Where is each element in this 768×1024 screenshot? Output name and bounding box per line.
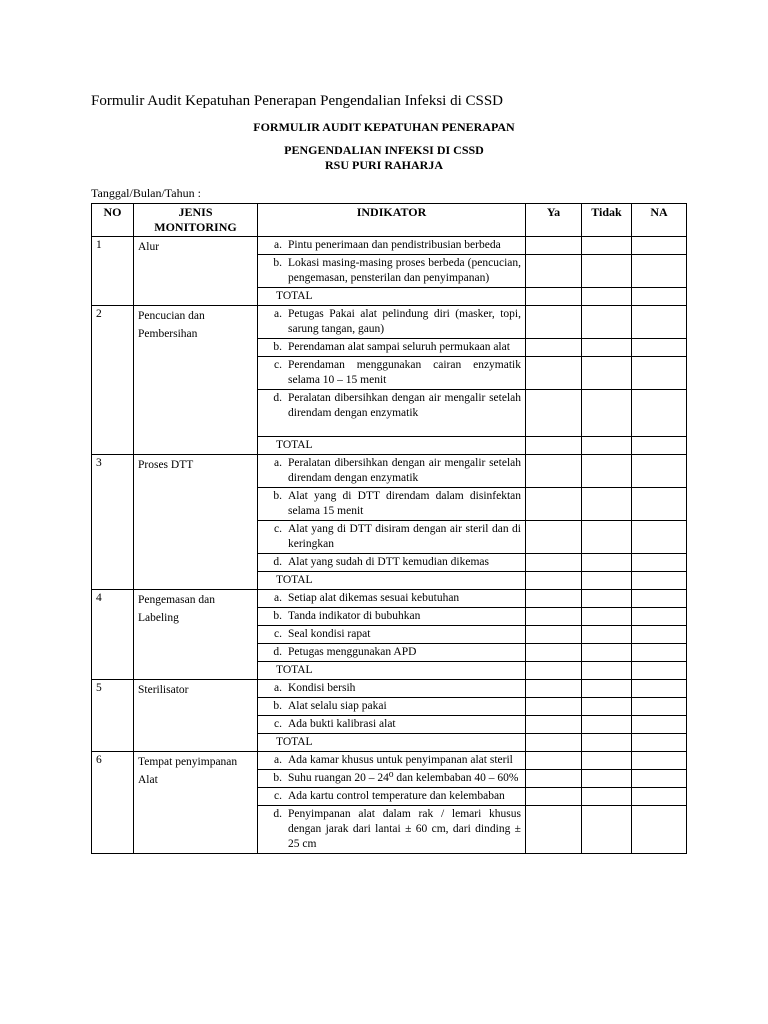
checkbox-cell-ya[interactable]	[526, 644, 582, 662]
checkbox-cell-na[interactable]	[632, 357, 687, 390]
date-field-label: Tanggal/Bulan/Tahun :	[91, 186, 201, 200]
header-jenis-monitoring: JENIS MONITORING	[134, 204, 258, 237]
form-heading-line-2: PENGENDALIAN INFEKSI DI CSSD	[284, 143, 484, 157]
total-label: TOTAL	[258, 288, 526, 306]
checkbox-cell-na[interactable]	[632, 788, 687, 806]
indikator-text: Ada kartu control temperature dan kelembaban	[288, 790, 505, 802]
indikator-text: Ada kamar khusus untuk penyimpanan alat steril	[288, 754, 513, 766]
indikator-text: Alat yang di DTT direndam dalam disinfektan selama 15 menit	[288, 490, 521, 517]
checkbox-cell-na[interactable]	[632, 488, 687, 521]
total-cell-na[interactable]	[632, 734, 687, 752]
indikator-cell	[258, 716, 526, 734]
indikator-letter: b.	[273, 610, 282, 622]
checkbox-cell-na[interactable]	[632, 554, 687, 572]
indikator-letter: b.	[273, 700, 282, 712]
checkbox-cell-ya[interactable]	[526, 752, 582, 770]
indikator-cell	[258, 770, 526, 788]
indikator-cell	[258, 390, 526, 437]
table-row	[92, 680, 687, 698]
checkbox-cell-na[interactable]	[632, 521, 687, 554]
checkbox-cell-tidak[interactable]	[582, 644, 632, 662]
jenis-monitoring-cell: Tempat penyimpanan Alat	[134, 752, 258, 854]
checkbox-cell-ya[interactable]	[526, 237, 582, 255]
indikator-cell	[258, 554, 526, 572]
checkbox-cell-ya[interactable]	[526, 698, 582, 716]
document-title: Formulir Audit Kepatuhan Penerapan Pengendalian Infeksi di CSSD	[91, 93, 504, 109]
total-cell-na[interactable]	[632, 437, 687, 455]
indikator-letter: b.	[273, 341, 282, 353]
indikator-letter: c.	[274, 628, 282, 640]
checkbox-cell-ya[interactable]	[526, 788, 582, 806]
header-tidak: Tidak	[582, 204, 632, 237]
total-label: TOTAL	[258, 662, 526, 680]
total-label: TOTAL	[258, 572, 526, 590]
checkbox-cell-na[interactable]	[632, 590, 687, 608]
indikator-cell	[258, 455, 526, 488]
checkbox-cell-ya[interactable]	[526, 455, 582, 488]
total-cell-ya[interactable]	[526, 734, 582, 752]
checkbox-cell-ya[interactable]	[526, 339, 582, 357]
indikator-cell	[258, 680, 526, 698]
indikator-text: Alat yang sudah di DTT kemudian dikemas	[288, 556, 489, 568]
indikator-letter: d.	[273, 392, 282, 404]
indikator-letter: d.	[273, 556, 282, 568]
row-number: 5	[92, 680, 134, 752]
checkbox-cell-ya[interactable]	[526, 255, 582, 288]
indikator-text: Alat yang di DTT disiram dengan air steril dan di keringkan	[288, 523, 521, 550]
checkbox-cell-na[interactable]	[632, 339, 687, 357]
checkbox-cell-tidak[interactable]	[582, 357, 632, 390]
checkbox-cell-na[interactable]	[632, 237, 687, 255]
checkbox-cell-na[interactable]	[632, 644, 687, 662]
checkbox-cell-na[interactable]	[632, 716, 687, 734]
checkbox-cell-tidak[interactable]	[582, 806, 632, 854]
indikator-text: Setiap alat dikemas sesuai kebutuhan	[288, 592, 460, 604]
indikator-text: Peralatan dibersihkan dengan air mengalir setelah direndam dengan enzymatik	[288, 457, 521, 484]
total-label: TOTAL	[258, 734, 526, 752]
checkbox-cell-tidak[interactable]	[582, 488, 632, 521]
indikator-letter: b.	[273, 490, 282, 502]
jenis-monitoring-cell: Sterilisator	[134, 680, 258, 752]
indikator-cell	[258, 255, 526, 288]
indikator-cell	[258, 521, 526, 554]
indikator-cell	[258, 698, 526, 716]
total-label: TOTAL	[258, 437, 526, 455]
indikator-cell	[258, 644, 526, 662]
total-cell-ya[interactable]	[526, 572, 582, 590]
indikator-text: Lokasi masing-masing proses berbeda (pencucian, pengemasan, pensterilan dan penyimpanan)	[288, 257, 521, 284]
table-row	[92, 306, 687, 339]
checkbox-cell-na[interactable]	[632, 455, 687, 488]
indikator-cell	[258, 806, 526, 854]
indikator-text: Perendaman menggunakan cairan enzymatik selama 10 – 15 menit	[288, 359, 521, 386]
checkbox-cell-na[interactable]	[632, 806, 687, 854]
header-ya: Ya	[526, 204, 582, 237]
checkbox-cell-ya[interactable]	[526, 680, 582, 698]
total-cell-ya[interactable]	[526, 288, 582, 306]
total-cell-tidak[interactable]	[582, 288, 632, 306]
indikator-cell	[258, 237, 526, 255]
checkbox-cell-ya[interactable]	[526, 716, 582, 734]
indikator-letter: d.	[273, 808, 282, 820]
checkbox-cell-na[interactable]	[632, 390, 687, 437]
checkbox-cell-ya[interactable]	[526, 554, 582, 572]
checkbox-cell-tidak[interactable]	[582, 255, 632, 288]
checkbox-cell-na[interactable]	[632, 770, 687, 788]
checkbox-cell-na[interactable]	[632, 680, 687, 698]
checkbox-cell-ya[interactable]	[526, 608, 582, 626]
row-number: 3	[92, 455, 134, 590]
total-cell-na[interactable]	[632, 662, 687, 680]
indikator-text: Penyimpanan alat dalam rak / lemari khusus dengan jarak dari lantai ± 60 cm, dari dinding ± 25 cm	[288, 808, 521, 850]
checkbox-cell-na[interactable]	[632, 626, 687, 644]
checkbox-cell-ya[interactable]	[526, 357, 582, 390]
jenis-monitoring-cell: Pencucian dan Pembersihan	[134, 306, 258, 455]
checkbox-cell-ya[interactable]	[526, 590, 582, 608]
indikator-cell	[258, 339, 526, 357]
table-header-row	[92, 204, 687, 237]
checkbox-cell-tidak[interactable]	[582, 698, 632, 716]
indikator-letter: c.	[274, 718, 282, 730]
indikator-letter: c.	[274, 523, 282, 535]
indikator-cell	[258, 752, 526, 770]
checkbox-cell-tidak[interactable]	[582, 680, 632, 698]
indikator-text: Tanda indikator di bubuhkan	[288, 610, 421, 622]
checkbox-cell-tidak[interactable]	[582, 770, 632, 788]
indikator-letter: a.	[274, 308, 282, 320]
header-indikator: INDIKATOR	[258, 204, 526, 237]
checkbox-cell-ya[interactable]	[526, 806, 582, 854]
checkbox-cell-tidak[interactable]	[582, 626, 632, 644]
indikator-letter: a.	[274, 457, 282, 469]
indikator-letter: d.	[273, 646, 282, 658]
indikator-cell	[258, 357, 526, 390]
indikator-letter: a.	[274, 682, 282, 694]
checkbox-cell-tidak[interactable]	[582, 390, 632, 437]
indikator-letter: b.	[273, 772, 282, 784]
checkbox-cell-tidak[interactable]	[582, 608, 632, 626]
row-number: 2	[92, 306, 134, 455]
checkbox-cell-tidak[interactable]	[582, 590, 632, 608]
jenis-monitoring-cell: Alur	[134, 237, 258, 306]
checkbox-cell-tidak[interactable]	[582, 237, 632, 255]
total-cell-tidak[interactable]	[582, 437, 632, 455]
checkbox-cell-tidak[interactable]	[582, 339, 632, 357]
checkbox-cell-tidak[interactable]	[582, 554, 632, 572]
audit-table-body	[92, 237, 687, 854]
indikator-letter: a.	[274, 754, 282, 766]
audit-table	[91, 203, 687, 854]
checkbox-cell-na[interactable]	[632, 255, 687, 288]
total-cell-tidak[interactable]	[582, 734, 632, 752]
indikator-letter: a.	[274, 592, 282, 604]
indikator-text: Seal kondisi rapat	[288, 628, 371, 640]
indikator-letter: c.	[274, 790, 282, 802]
checkbox-cell-na[interactable]	[632, 698, 687, 716]
checkbox-cell-na[interactable]	[632, 608, 687, 626]
checkbox-cell-ya[interactable]	[526, 770, 582, 788]
indikator-text: Alat selalu siap pakai	[288, 700, 387, 712]
table-row	[92, 455, 687, 488]
indikator-cell	[258, 608, 526, 626]
header-no: NO	[92, 204, 134, 237]
jenis-monitoring-cell: Pengemasan dan Labeling	[134, 590, 258, 680]
jenis-monitoring-cell: Proses DTT	[134, 455, 258, 590]
header-na: NA	[632, 204, 687, 237]
table-row	[92, 237, 687, 255]
row-number: 4	[92, 590, 134, 680]
indikator-cell	[258, 788, 526, 806]
indikator-letter: b.	[273, 257, 282, 269]
total-cell-ya[interactable]	[526, 437, 582, 455]
checkbox-cell-ya[interactable]	[526, 488, 582, 521]
indikator-cell	[258, 590, 526, 608]
total-cell-tidak[interactable]	[582, 572, 632, 590]
checkbox-cell-na[interactable]	[632, 752, 687, 770]
table-row	[92, 752, 687, 770]
indikator-text: Peralatan dibersihkan dengan air mengalir setelah direndam dengan enzymatik	[288, 392, 521, 419]
form-heading-line-3: RSU PURI RAHARJA	[324, 158, 443, 172]
indikator-text: Perendaman alat sampai seluruh permukaan alat	[288, 341, 510, 353]
indikator-text: Petugas Pakai alat pelindung diri (masker, topi, sarung tangan, gaun)	[288, 308, 521, 335]
indikator-text: Suhu ruangan 20 – 24⁰ dan kelembaban 40 – 60%	[288, 772, 519, 784]
table-row	[92, 590, 687, 608]
checkbox-cell-tidak[interactable]	[582, 752, 632, 770]
total-cell-tidak[interactable]	[582, 662, 632, 680]
indikator-cell	[258, 626, 526, 644]
total-cell-ya[interactable]	[526, 662, 582, 680]
total-cell-na[interactable]	[632, 572, 687, 590]
checkbox-cell-ya[interactable]	[526, 390, 582, 437]
indikator-cell	[258, 306, 526, 339]
indikator-letter: c.	[274, 359, 282, 371]
checkbox-cell-tidak[interactable]	[582, 306, 632, 339]
checkbox-cell-tidak[interactable]	[582, 521, 632, 554]
form-heading-line-1: FORMULIR AUDIT KEPATUHAN PENERAPAN	[253, 120, 515, 134]
row-number: 6	[92, 752, 134, 854]
checkbox-cell-tidak[interactable]	[582, 716, 632, 734]
checkbox-cell-ya[interactable]	[526, 521, 582, 554]
row-number: 1	[92, 237, 134, 306]
indikator-text: Petugas menggunakan APD	[288, 646, 417, 658]
checkbox-cell-tidak[interactable]	[582, 788, 632, 806]
checkbox-cell-ya[interactable]	[526, 626, 582, 644]
indikator-text: Ada bukti kalibrasi alat	[288, 718, 396, 730]
indikator-letter: a.	[274, 239, 282, 251]
indikator-text: Pintu penerimaan dan pendistribusian berbeda	[288, 239, 501, 251]
checkbox-cell-na[interactable]	[632, 306, 687, 339]
indikator-cell	[258, 488, 526, 521]
checkbox-cell-tidak[interactable]	[582, 455, 632, 488]
total-cell-na[interactable]	[632, 288, 687, 306]
indikator-text: Kondisi bersih	[288, 682, 356, 694]
checkbox-cell-ya[interactable]	[526, 306, 582, 339]
